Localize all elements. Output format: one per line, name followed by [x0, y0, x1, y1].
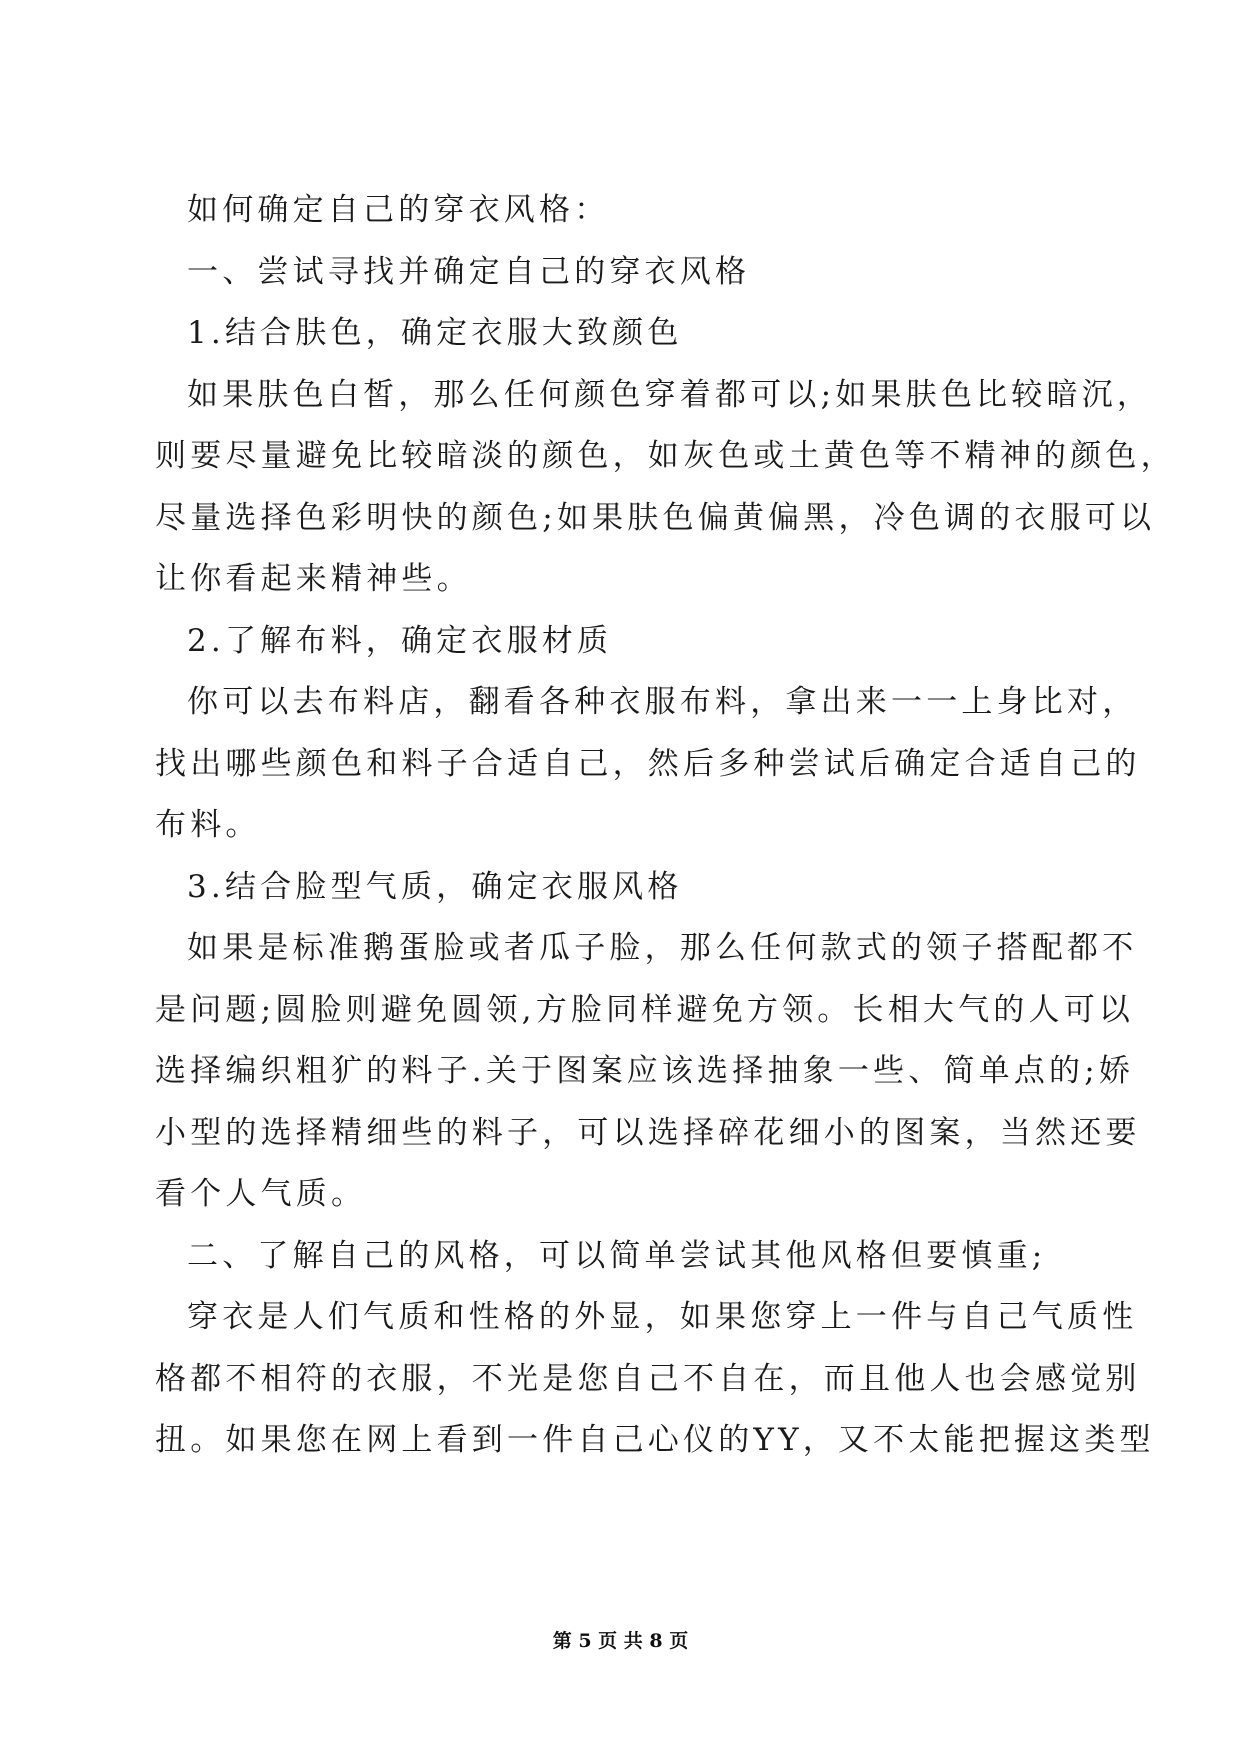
paragraph-line: 看个人气质。 — [155, 1176, 367, 1212]
paragraph-line: 格都不相符的衣服，不光是您自己不自在，而且他人也会感觉别 — [155, 1360, 1141, 1397]
paragraph-line: 则要尽量避免比较暗淡的颜色，如灰色或土黄色等不精神的颜色， — [155, 438, 1176, 474]
paragraph-line: 你可以去布料店，翻看各种衣服布料，拿出来一一上身比对， — [187, 684, 1138, 720]
paragraph-line: 让你看起来精神些。 — [155, 561, 472, 597]
page-number-footer: 第 5 页 共 8 页 — [552, 1630, 689, 1652]
paragraph-line: 如果肤色白皙，那么任何颜色穿着都可以;如果肤色比较暗沉， — [187, 376, 1153, 413]
paragraph-line: 小型的选择精细些的料子，可以选择碎花细小的图案，当然还要 — [155, 1114, 1141, 1151]
paragraph-line: 选择编织粗犷的料子.关于图案应该选择抽象一些、简单点的;娇 — [155, 1053, 1135, 1089]
paragraph-line: 布料。 — [155, 807, 261, 843]
section-heading: 一、尝试寻找并确定自己的穿衣风格 — [187, 253, 751, 290]
paragraph-line: 穿衣是人们气质和性格的外显，如果您穿上一件与自己气质性 — [187, 1299, 1138, 1335]
subsection-heading: 2.了解布料，确定衣服材质 — [187, 622, 613, 659]
paragraph-line: 找出哪些颜色和料子合适自己，然后多种尝试后确定合适自己的 — [155, 745, 1141, 782]
paragraph-line: 如果是标准鹅蛋脸或者瓜子脸，那么任何款式的领子搭配都不 — [187, 930, 1138, 966]
document-body — [155, 180, 1176, 1472]
heading-line: 如何确定自己的穿衣风格： — [187, 192, 610, 228]
paragraph-line: 扭。如果您在网上看到一件自己心仪的YY，又不太能把握这类型 — [155, 1422, 1155, 1458]
section-heading: 二、了解自己的风格，可以简单尝试其他风格但要慎重; — [187, 1237, 1047, 1274]
paragraph-line: 尽量选择色彩明快的颜色;如果肤色偏黄偏黑，冷色调的衣服可以 — [155, 499, 1156, 536]
subsection-heading: 3.结合脸型气质，确定衣服风格 — [187, 868, 683, 905]
paragraph-line: 是问题;圆脸则避免圆领,方脸同样避免方领。长相大气的人可以 — [155, 991, 1135, 1028]
subsection-heading: 1.结合肤色，确定衣服大致颜色 — [187, 315, 683, 351]
